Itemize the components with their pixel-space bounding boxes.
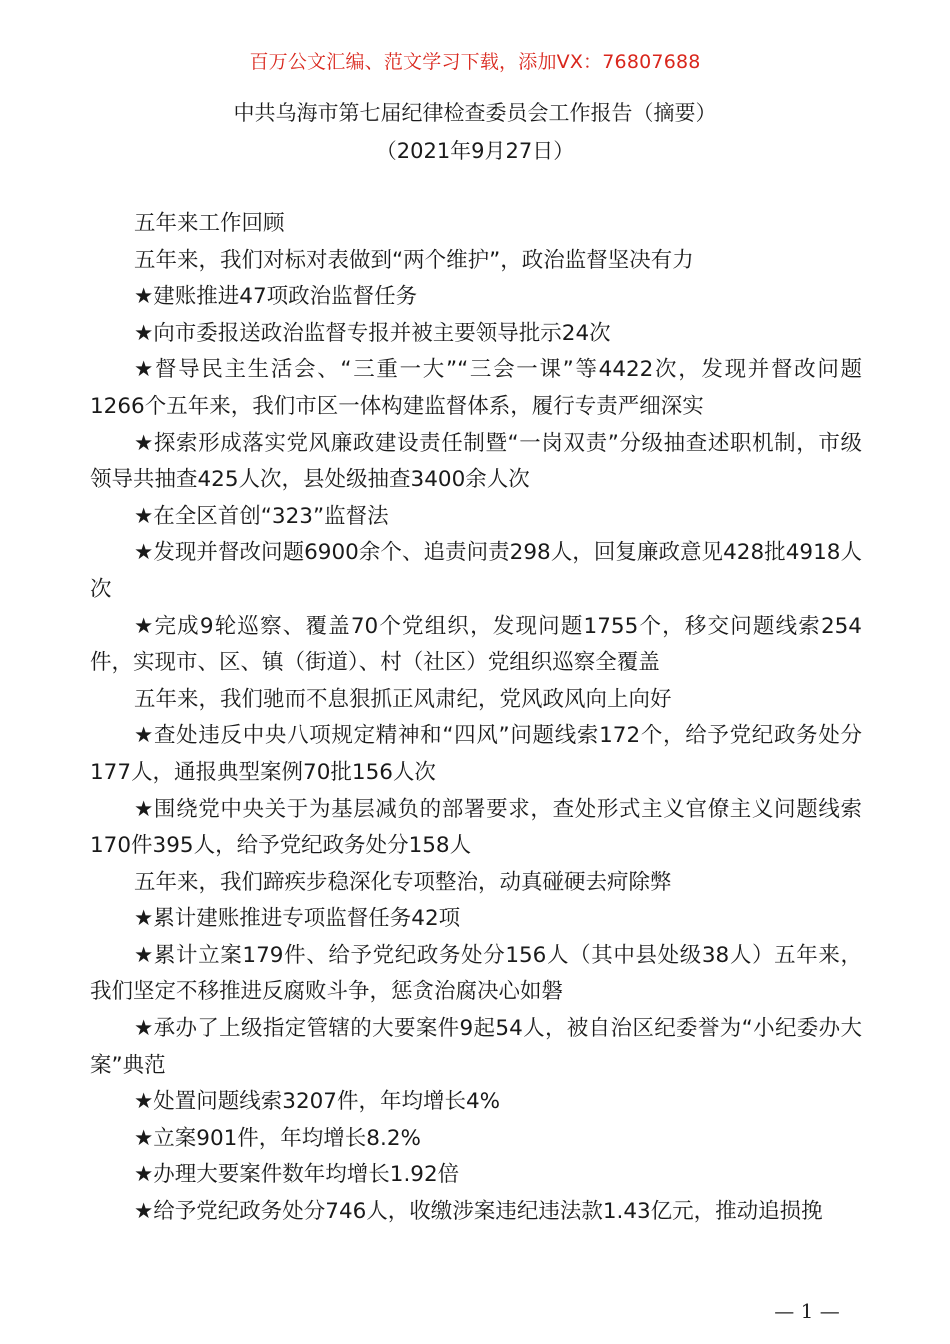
- paragraph: ★累计立案179件、给予党纪政务处分156人（其中县处级38人）五年来，我们坚定不移推进反腐败斗争，惩贪治腐决心如磐: [90, 942, 862, 1005]
- paragraph: ★发现并督改问题6900余个、追责问责298人，回复廉政意见428批4918人次: [90, 540, 862, 602]
- paragraph: 五年来，我们蹄疾步稳深化专项整治，动真碰硬去疴除弊: [134, 869, 672, 895]
- paragraph: ★处置问题线索3207件，年均增长4%: [134, 1089, 501, 1115]
- page-number: — 1 —: [774, 1299, 840, 1323]
- document-title: 中共乌海市第七届纪律检查委员会工作报告（摘要）: [233, 101, 717, 125]
- paragraph: 五年来，我们对标对表做到“两个维护”，政治监督坚决有力: [134, 247, 694, 273]
- paragraph: ★给予党纪政务处分746人，收缴涉案违纪违法款1.43亿元，推动追损挽: [134, 1199, 823, 1225]
- paragraph: ★办理大要案件数年均增长1.92倍: [134, 1162, 460, 1188]
- paragraph: ★围绕党中央关于为基层减负的部署要求，查处形式主义官僚主义问题线索170件395人，给予党纪政务处分158人: [90, 796, 862, 859]
- paragraph: ★督导民主生活会、“三重一大”“三会一课”等4422次，发现并督改问题1266个五年来，我们市区一体构建监督体系，履行专责严细深实: [90, 357, 862, 419]
- paragraph: ★完成9轮巡察、覆盖70个党组织，发现问题1755个，移交问题线索254件，实现市、区、镇（街道）、村（社区）党组织巡察全覆盖: [90, 613, 862, 676]
- paragraph: ★建账推进47项政治监督任务: [134, 284, 418, 310]
- paragraph: ★查处违反中央八项规定精神和“四风”问题线索172个，给予党纪政务处分177人，通报典型案例70批156人次: [90, 723, 862, 785]
- paragraph: ★向市委报送政治监督专报并被主要领导批示24次: [134, 320, 611, 346]
- paragraph: ★承办了上级指定管辖的大要案件9起54人，被自治区纪委誉为“小纪委办大案”典范: [90, 1016, 862, 1078]
- document-body: [90, 206, 862, 1231]
- paragraph: 五年来，我们驰而不息狠抓正风肃纪，党风政风向上向好: [134, 686, 672, 712]
- paragraph: ★累计建账推进专项监督任务42项: [134, 906, 461, 932]
- section-heading: 五年来工作回顾: [134, 211, 285, 236]
- paragraph: ★立案901件，年均增长8.2%: [134, 1125, 421, 1151]
- watermark-text: 百万公文汇编、范文学习下载，添加VX：76807688: [249, 51, 701, 73]
- document-date: （2021年9月27日）: [375, 139, 575, 163]
- paragraph: ★在全区首创“323”监督法: [134, 503, 389, 529]
- paragraph: ★探索形成落实党风廉政建设责任制暨“一岗双责”分级抽查述职机制，市级领导共抽查425人次，县处级抽查3400余人次: [90, 430, 862, 493]
